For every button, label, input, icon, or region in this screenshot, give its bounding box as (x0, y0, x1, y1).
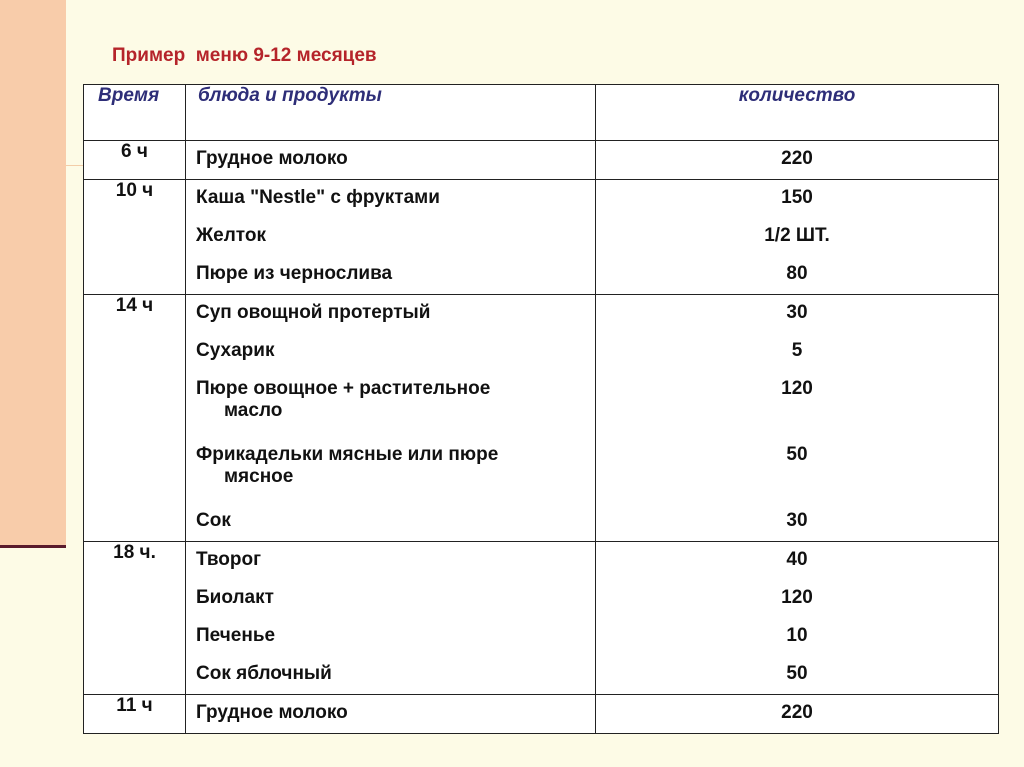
quantity-item: 220 (781, 702, 813, 723)
dish-list-cell (186, 141, 596, 180)
quantity-item: 50 (786, 444, 808, 465)
quantity-item: 150 (781, 187, 813, 208)
meal-time-cell: 6 ч (84, 141, 186, 180)
quantity-list-cell (596, 542, 999, 695)
table-row (84, 180, 999, 295)
dish-name: Суп овощной протертый (196, 302, 431, 323)
dish-item (186, 437, 595, 503)
dish-item (186, 295, 595, 333)
menu-table-body (84, 141, 999, 734)
table-header-row (84, 85, 999, 141)
quantity-item: 10 (786, 625, 808, 646)
quantity-item: 1/2 ШТ. (764, 225, 830, 246)
decorative-side-rule (0, 545, 66, 548)
quantity-list-cell (596, 180, 999, 295)
meal-time-cell: 14 ч (84, 295, 186, 542)
dish-name: Пюре из чернослива (196, 263, 393, 284)
quantity-item: 80 (786, 263, 808, 284)
quantity-list-cell (596, 295, 999, 542)
dish-item (186, 503, 595, 541)
dish-name: Биолакт (196, 587, 274, 608)
header-dish: блюда и продукты (186, 85, 596, 141)
dish-name: Сок яблочный (196, 663, 332, 684)
quantity-list-cell (596, 695, 999, 734)
dish-item (186, 180, 595, 218)
dish-item (186, 256, 595, 294)
dish-list-cell (186, 542, 596, 695)
dish-item (186, 695, 595, 733)
slide-title: Пример меню 9-12 месяцев (112, 45, 377, 66)
header-quantity: количество (596, 85, 999, 141)
dish-name: Каша "Nestle" с фруктами (196, 187, 440, 208)
dish-list-cell (186, 180, 596, 295)
dish-name: Фрикадельки мясные или пюре (196, 444, 499, 465)
dish-list-cell (186, 295, 596, 542)
dish-name: Желток (196, 225, 266, 246)
table-row (84, 141, 999, 180)
dish-name: Грудное молоко (196, 702, 348, 723)
dish-item (186, 333, 595, 371)
meal-time-cell: 18 ч. (84, 542, 186, 695)
dish-list-cell (186, 695, 596, 734)
dish-name-continuation: масло (224, 400, 283, 421)
dish-name: Творог (196, 549, 262, 570)
quantity-item: 30 (786, 510, 808, 531)
menu-table (83, 84, 999, 734)
decorative-side-band (0, 0, 66, 545)
table-row (84, 695, 999, 734)
quantity-item: 120 (781, 587, 813, 608)
quantity-item: 5 (791, 340, 803, 361)
quantity-item: 40 (786, 549, 808, 570)
dish-item (186, 218, 595, 256)
dish-item (186, 618, 595, 656)
meal-time-cell: 11 ч (84, 695, 186, 734)
quantity-item: 220 (781, 148, 813, 169)
quantity-item: 30 (786, 302, 808, 323)
quantity-item: 120 (781, 378, 813, 399)
dish-item (186, 656, 595, 694)
table-row (84, 295, 999, 542)
dish-name-continuation: мясное (224, 466, 294, 487)
dish-name: Печенье (196, 625, 276, 646)
dish-item (186, 580, 595, 618)
quantity-list-cell (596, 141, 999, 180)
header-time: Время (84, 85, 186, 141)
meal-time-cell: 10 ч (84, 180, 186, 295)
dish-name: Сухарик (196, 340, 275, 361)
dish-item (186, 141, 595, 179)
dish-item (186, 371, 595, 437)
dish-name: Пюре овощное + растительное (196, 378, 491, 399)
dish-name: Грудное молоко (196, 148, 348, 169)
table-row (84, 542, 999, 695)
dish-item (186, 542, 595, 580)
dish-name: Сок (196, 510, 231, 531)
quantity-item: 50 (786, 663, 808, 684)
